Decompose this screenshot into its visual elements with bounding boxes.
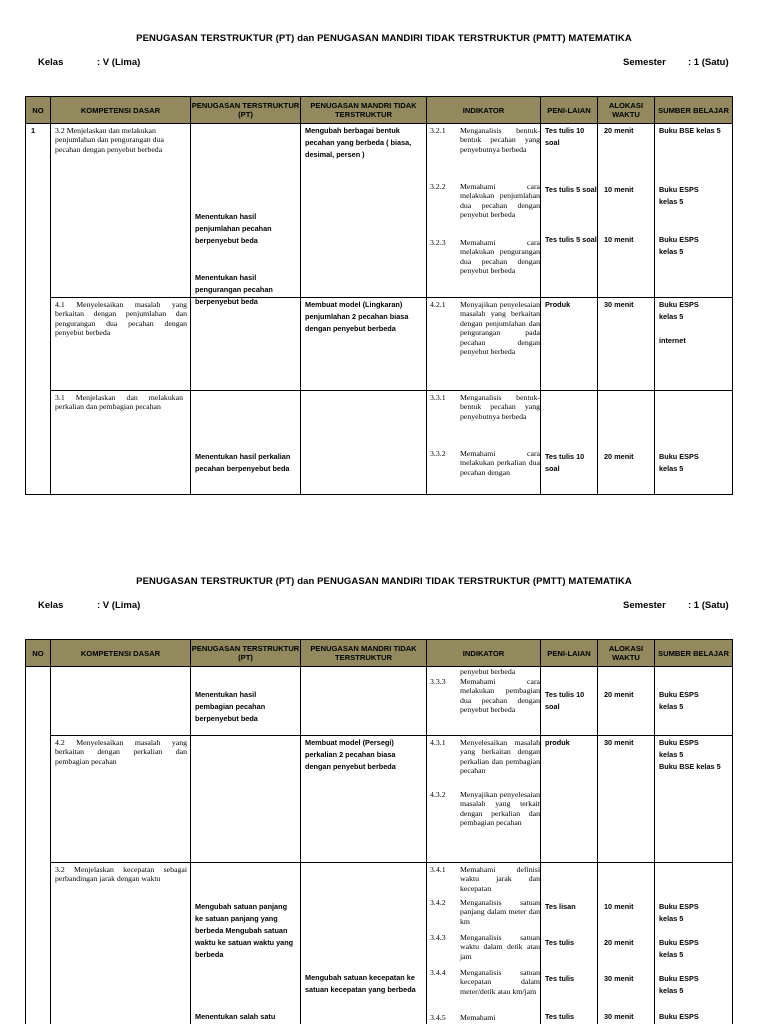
penilaian: Tes tulis 5 soal: [545, 185, 597, 194]
indikator-item: 3.4.3 Menganalisis satuan waktu dalam detik atau jam: [430, 933, 540, 961]
header-penugasan-mandiri: PENUGASAN MANDRI TIDAK TERSTRUKTUR: [301, 640, 427, 667]
sumber-belajar: Buku ESPS kelas 5: [659, 690, 699, 711]
alokasi-waktu: 30 menit: [604, 738, 634, 747]
table-row: [26, 736, 733, 863]
alokasi-waktu: 20 menit: [604, 938, 634, 947]
indikator-item: 3.4.2 Menganalisis satuan panjang dalam meter dan km: [430, 898, 540, 926]
sumber-belajar: Buku ESPS kelas 5: [659, 902, 699, 923]
penilaian: Tes tulis: [545, 938, 575, 947]
header-alokasi-waktu: ALOKASI WAKTU: [598, 97, 655, 124]
semester-label: Semester: [623, 57, 666, 68]
penugasan-terstruktur: Menentukan hasil pembagian pecahan berpenyebut beda: [195, 690, 266, 723]
penilaian: Tes tulis 10 soal: [545, 690, 585, 711]
indikator-item: 3.3.1 Menganalisis bentuk-bentuk pecahan yang penyebutnya berbeda: [430, 393, 540, 421]
assignment-table-2: [25, 639, 733, 1024]
header-penugasan-terstruktur: PENUGASAN TERSTRUKTUR (PT): [191, 97, 301, 124]
semester-value: : 1 (Satu): [688, 600, 729, 611]
penugasan-mandiri: Membuat model (Persegi) perkalian 2 pecahan biasa dengan penyebut berbeda: [305, 738, 396, 771]
penugasan-mandiri: Mengubah berbagai bentuk pecahan yang berbeda ( biasa, desimal, persen ): [305, 126, 412, 159]
table-row: [26, 863, 733, 1024]
penugasan-terstruktur: Menentukan hasil pengurangan pecahan berpenyebut beda: [195, 273, 273, 306]
header-penilaian: PENI-LAIAN: [541, 640, 598, 667]
penugasan-mandiri: Membuat model (Lingkaran) penjumlahan 2 pecahan biasa dengan penyebut berbeda: [305, 300, 409, 333]
sumber-belajar: Buku ESPS kelas 5: [659, 300, 699, 321]
sumber-belajar: internet: [659, 336, 686, 345]
indikator-item: 3.4.1 Memahami definisi waktu jarak dan kecepatan: [430, 865, 540, 893]
semester-value: : 1 (Satu): [688, 57, 729, 68]
kompetensi-dasar: 4.1 Menyelesaikan masalah yang berkaitan dengan penjumlahan dan pengurangan dua pecahan dengan penyebut berbeda: [55, 300, 187, 338]
penilaian: Tes tulis: [545, 1012, 575, 1021]
penilaian: Tes tulis 5 soal: [545, 235, 597, 244]
penilaian: Tes tulis 10 soal: [545, 452, 585, 473]
table-header-row: [26, 640, 733, 667]
kompetensi-dasar: 3.1 Menjelaskan dan melakukan perkalian dan pembagian pecahan: [55, 393, 183, 412]
kelas-label: Kelas: [38, 57, 64, 68]
penugasan-terstruktur: Mengubah satuan panjang ke satuan panjang yang berbeda Mengubah satuan waktu ke satuan waktu yang berbeda: [195, 902, 294, 959]
alokasi-waktu: 10 menit: [604, 235, 634, 244]
penugasan-terstruktur: Menentukan salah satu: [195, 1012, 276, 1021]
sumber-belajar: Buku ESPS: [659, 1012, 699, 1021]
indikator-item: 3.4.5 Memahami: [430, 1013, 496, 1022]
indikator-item: 3.2.2 Memahami cara melakukan penjumlahan dua pecahan dengan penyebut berbeda: [430, 182, 540, 220]
semester-label: Semester: [623, 600, 666, 611]
penilaian: Tes tulis 10 soal: [545, 126, 585, 147]
header-penugasan-terstruktur: PENUGASAN TERSTRUKTUR (PT): [191, 640, 301, 667]
header-indikator: INDIKATOR: [427, 97, 541, 124]
alokasi-waktu: 10 menit: [604, 902, 634, 911]
header-no: NO: [26, 640, 51, 667]
alokasi-waktu: 20 menit: [604, 690, 634, 699]
sumber-belajar: Buku ESPS kelas 5: [659, 738, 699, 759]
header-kompetensi-dasar: KOMPETENSI DASAR: [51, 640, 191, 667]
kompetensi-dasar: 4.2 Menyelesaikan masalah yang berkaitan dengan perkalian dan pembagian pecahan: [55, 738, 187, 766]
penugasan-mandiri: Mengubah satuan kecepatan ke satuan kecepatan yang berbeda: [305, 973, 416, 994]
alokasi-waktu: 20 menit: [604, 452, 634, 461]
kompetensi-dasar: 3.2 Menjelaskan kecepatan sebagai perbandingan jarak dengan waktu: [55, 865, 187, 884]
indikator-item: 3.3.3 Memahami cara melakukan pembagian dua pecahan dengan penyebut berbeda: [430, 677, 540, 715]
kelas-value: : V (Lima): [97, 57, 141, 68]
sumber-belajar: Buku ESPS kelas 5: [659, 452, 699, 473]
sumber-belajar: Buku ESPS kelas 5: [659, 235, 699, 256]
indikator-item: 3.3.2 Memahami cara melakukan perkalian dua pecahan dengan: [430, 449, 540, 477]
penilaian: Tes lisan: [545, 902, 576, 911]
alokasi-waktu: 30 menit: [604, 974, 634, 983]
alokasi-waktu: 30 menit: [604, 1012, 634, 1021]
header-no: NO: [26, 97, 51, 124]
penugasan-terstruktur: Menentukan hasil penjumlahan pecahan berpenyebut beda: [195, 212, 272, 245]
penugasan-terstruktur: Menentukan hasil perkalian pecahan berpenyebut beda: [195, 452, 291, 473]
alokasi-waktu: 20 menit: [604, 126, 634, 135]
sumber-belajar: Buku BSE kelas 5: [659, 762, 721, 771]
penilaian: Tes tulis: [545, 974, 575, 983]
indikator-continued: penyebut berbeda: [460, 667, 516, 676]
sumber-belajar: Buku ESPS kelas 5: [659, 938, 699, 959]
penilaian: produk: [545, 738, 570, 747]
indikator-item: 4.3.1 Menyelesaikan masalah yang berkaitan dengan perkalian dan pembagian pecahan: [430, 738, 540, 776]
header-sumber-belajar: SUMBER BELAJAR: [655, 640, 733, 667]
kelas-value: : V (Lima): [97, 600, 141, 611]
document-title: PENUGASAN TERSTRUKTUR (PT) dan PENUGASAN MANDIRI TIDAK TERSTRUKTUR (PMTT) MATEMATIKA: [136, 33, 632, 44]
alokasi-waktu: 30 menit: [604, 300, 634, 309]
table-row: [26, 667, 733, 736]
header-alokasi-waktu: ALOKASI WAKTU: [598, 640, 655, 667]
kelas-label: Kelas: [38, 600, 64, 611]
header-indikator: INDIKATOR: [427, 640, 541, 667]
header-sumber-belajar: SUMBER BELAJAR: [655, 97, 733, 124]
header-penilaian: PENI-LAIAN: [541, 97, 598, 124]
indikator-item: 3.2.3 Memahami cara melakukan pengurangan dua pecahan dengan penyebut berbeda: [430, 238, 540, 276]
document-title: PENUGASAN TERSTRUKTUR (PT) dan PENUGASAN MANDIRI TIDAK TERSTRUKTUR (PMTT) MATEMATIKA: [136, 576, 632, 587]
indikator-item: 4.2.1 Menyajikan penyelesaian masalah yang berkaitan dengan penjumlahan dan pengurangan pada pecahan dengan penyebut berbeda: [430, 300, 540, 357]
sumber-belajar: Buku BSE kelas 5: [659, 126, 721, 135]
penilaian: Produk: [545, 300, 571, 309]
indikator-item: 4.3.2 Menyajikan penyelesaian masalah yang terkait dengan perkalian dan pembagian pecahan: [430, 790, 540, 828]
header-penugasan-mandiri: PENUGASAN MANDRI TIDAK TERSTRUKTUR: [301, 97, 427, 124]
indikator-item: 3.4.4 Menganalisis satuan kecepatan dalam meter/detik atau km/jam: [430, 968, 540, 996]
alokasi-waktu: 10 menit: [604, 185, 634, 194]
sumber-belajar: Buku ESPS kelas 5: [659, 185, 699, 206]
header-kompetensi-dasar: KOMPETENSI DASAR: [51, 97, 191, 124]
kompetensi-dasar: 3.2 Menjelaskan dan melakukan penjumlahan dan pengurangan dua pecahan dengan penyebut berbeda: [55, 126, 164, 154]
sumber-belajar: Buku ESPS kelas 5: [659, 974, 699, 995]
row-number: 1: [31, 126, 36, 135]
indikator-item: 3.2.1 Menganalisis bentuk-bentuk pecahan yang penyebutnya berbeda: [430, 126, 540, 154]
